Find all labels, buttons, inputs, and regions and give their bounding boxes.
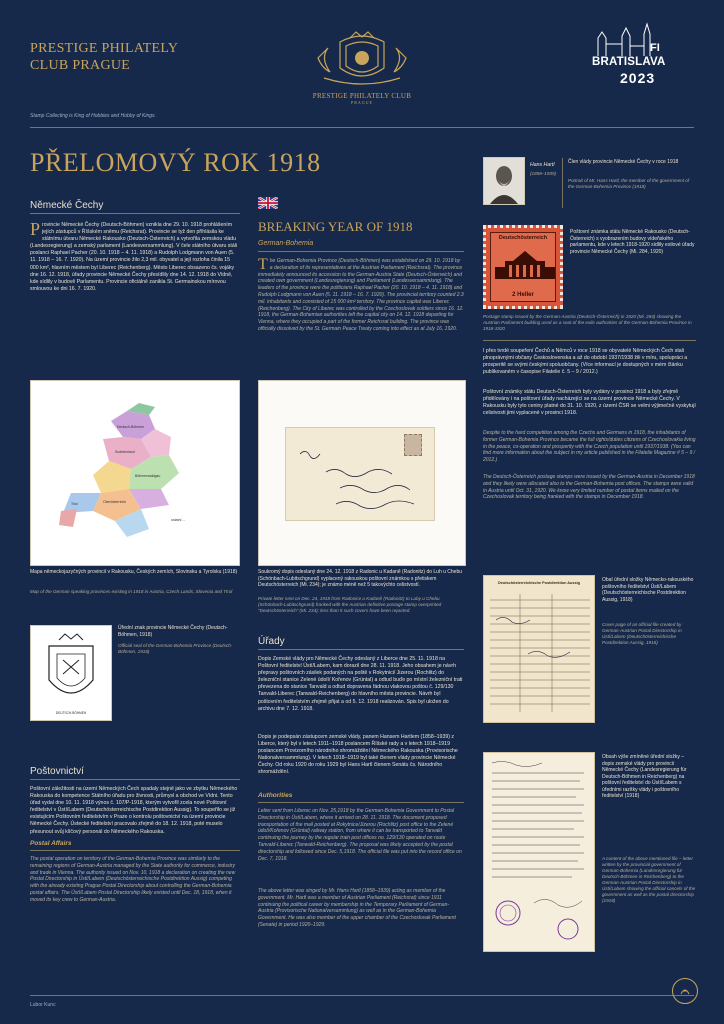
dropcap-en: T xyxy=(258,256,268,273)
english-title: BREAKING YEAR OF 1918 xyxy=(258,219,413,234)
seal-caption: Úřední znak provincie Německé Čechy (Deutsch-Böhmen, 1918) xyxy=(118,625,228,638)
file-cover-caption-en: Cover page of an official file created by German-Austrian Postal Directorship in Ústí/Labem (Deutschösterreichische Postdirektion Aussig, 1918) xyxy=(602,622,682,645)
stamp-frame xyxy=(490,232,556,302)
section-heading-offices: Úřady xyxy=(258,636,285,647)
letter-caption-en: Private letter sent on Dec. 24, 1918 from Radonice u Kadaně (Radonitz) to Luby u Chebu (Schönbach-Lubitschgrund) franked with the Austrian definitive postage stamp overprinted "Deutschösterreich" (Mi. 234); less than 5 such covers have been reported. xyxy=(258,596,442,613)
expo-fi: FI xyxy=(650,42,660,54)
intro-en-paragraph xyxy=(258,258,464,333)
austria-map-icon xyxy=(31,381,239,565)
postal-heading-en: Postal Affairs xyxy=(30,840,72,847)
file-cover-header: Deutschösterreichische Postdirektion Aussig xyxy=(498,581,580,585)
left-divider xyxy=(30,213,240,214)
stamp-image xyxy=(483,225,563,309)
svg-text:Böhmerwaldgau: Böhmerwaldgau xyxy=(135,474,161,478)
offices-text-1: Dopis Zemské vlády pro Německé Čechy odeslaný z Liberce dne 25. 11. 1918 na Poštovní ředitelství Ústí/Labem, kam dorazil dne 28. 11. 1918. Jeho obsahem je návrh přepravy poštovních zásilek podaných na poště v Rokytnici/ Jizerou (Rochlitz) do železniční stanice Zelené údolí/ Kořenov (Grüntal) a odtud buďe po místní železniční trati převezena do stanice Tanvald a odtud dopravena řádnou vlakovou poštou č. 129/130 Tanvald-Liberec (Tanwald-Reichenberg) do hlavního města provincie. Návrh byl poštovním ředitelstvím zřejmě přijat a od 5. 12. 1918 realizován. Spis byl uložen do archivu dne 7. 12. 1918. xyxy=(258,656,463,712)
bratislava-castle-icon xyxy=(592,22,696,58)
parliament-building-icon xyxy=(495,247,555,283)
svg-text:Tirol: Tirol xyxy=(71,502,78,506)
author: Lubor Kunc xyxy=(30,1002,56,1008)
portrait-caption-en: Portrait of Mr. Hans Hartl, the member of the government of the German-Bohemia Province (1918) xyxy=(568,178,690,189)
right-body-1-en: Despite to the hard competition among the Czechs and Germans in 1918, the inhabitants of former German-Bohemia Province became the full rights/duties citizens of Czechoslovakia living in the peace, co-operation and prosperity with the Czech population until 1937/1938. (You can find more information about the subject in my article published in the Filatelie Magazine # 5 – 9 / 2012.) xyxy=(483,430,696,464)
postal-text-en: The postal operation on territory of the German-Bohemia Province was similarly to the remaining regions of German-Austria managed by the State authority for commerce, industry and trade in Vienna. The authority issued on Nov. 10, 1918 a declaration on creating the new Postal Directorship in Ústí/Labem (Deutschösterreichische Postdirektion Aussig) competing with the already existing Prague Postal Directorship about controlling the German-Bohemia postal affairs. The Ústí/Labem Postal Directorship likely existed until Dec. 18, 1918, when it moved its key crew to German-Austria. xyxy=(30,856,236,903)
stamp-caption: Poštovní známka státu Německé Rakousko (Deutsch-Österreich) s vyobrazením budovy vídeňského parlamentu, kde v letech 1918-1920 sídlily exilové úřady provincie Německé Čechy (Mi. 284, 1920) xyxy=(570,229,695,255)
english-subtitle: German-Bohemia xyxy=(258,240,314,247)
postal-divider xyxy=(30,779,240,780)
header-divider xyxy=(30,127,694,128)
club-name-line1: PRESTIGE PHILATELY xyxy=(30,41,179,56)
club-crest xyxy=(300,28,424,105)
svg-text:ostatní ...: ostatní ... xyxy=(171,518,186,522)
svg-text:Deutsch-Böhmen: Deutsch-Böhmen xyxy=(117,425,145,429)
letter-caption: Soukromý dopis odeslaný dne 24. 12. 1918 z Radonic u Kadaně (Radonitz) do Luh u Chebu (Schönbach-Lubitschgrund) vyplacený rakouskou poštovní známkou s přetiskem Deutschösterreich (Mi. 234); je známo méně než 5 takovýchto celistvostí. xyxy=(258,569,463,588)
postal-text: Poštovní záležitosti na území Německých Čech spadaly stejně jako ve zbytku Německého Rakouska do kompetence Státního úřadu pro živnosti, průmysl a obchod ve Vídni. Tento úřad vydal dne 10. 11. 1918 výnos č. 107/P-1918, kterým vytvořil zcela nové Poštovní ředitelství v Ústí/Labem (Deutschösterreichische Postdirektion Aussig). To soupeřilo se již existujícím Poštovním ředitelstvím v Praze o kontrolu poštovnictví na území provincie Německé Čechy. Ústecké ředitelství pracovalo zřejmě do 18. 12. 1918, poté muselo přesunout svůj klíčový personál do Německého Rakouska. xyxy=(30,786,238,835)
government-letter-image xyxy=(483,752,595,952)
crest-icon xyxy=(300,28,424,92)
postal-en-divider xyxy=(30,850,240,851)
middle-divider xyxy=(258,251,464,252)
right-body-2-en: The Deutsch-Österreich postage stamps were issued by the German-Austria in December 1918 and they likely were allocated also to the German-Bohemia post offices. The stamps were valid in Austria until Oct. 31, 1920. We know very limited number of postal items mailed on the Czechoslovak territory being franked with the stamps in December 1918. xyxy=(483,474,695,501)
portrait-name: Hans Hartl xyxy=(530,162,555,168)
right-divider xyxy=(483,340,696,341)
government-letter-caption: Obsah výše zmíněné úřední složky – dopis zemské vlády pro provincii Německé Čechy (Landesregierung für Deutsch-Böhmen in Reichenberg) na poštovní ředitelství do Ústí/Labem s úředními razítky vlády i poštovního ředitelství (1918) xyxy=(602,754,687,799)
tagline: Stamp Collecting is King of Hobbies and Hobby of Kings. xyxy=(30,113,156,119)
portrait-icon xyxy=(484,158,524,204)
section-heading-postal: Poštovnictví xyxy=(30,766,84,777)
government-letter-caption-en: A content of the above mentioned file – letter written by the provincial government of German-Bohemia (Landesregierung für Deutsch-Böhmen in Reichenberg) to the German-Austrian Postal Directorship in Ústí/Labem showing the official cancels of the government as well as the postal directorship (1918) xyxy=(602,856,696,903)
expo-logo xyxy=(592,22,696,92)
section-heading-german-bohemia: Německé Čechy xyxy=(30,200,104,211)
file-cover-lines-icon xyxy=(490,594,590,718)
letter-image xyxy=(258,380,466,566)
handwriting-icon xyxy=(296,446,426,516)
map-caption: Mapa německojazyčných provincií v Rakousku, Českých zemích, Slovinsku a Tyrolsku (1918) xyxy=(30,569,238,575)
portrait-caption: Člen vlády provincie Německé Čechy v roce 1918 xyxy=(568,159,679,165)
stamp-value: 2 Heller xyxy=(512,292,534,298)
portrait-image xyxy=(483,157,525,205)
map-caption-en: Map of the German speaking provinces existing in 1918 in Austria, Czech Lands, Slovenia and Tirol xyxy=(30,589,233,594)
club-seal-icon xyxy=(672,978,698,1004)
svg-text:Sudetenland: Sudetenland xyxy=(115,450,135,454)
handwritten-letter-icon xyxy=(484,753,594,951)
expo-year: 2023 xyxy=(620,70,656,86)
dropcap: P xyxy=(30,219,41,239)
intro-en-text: he German-Bohemia Province (Deutsch-Böhmen) was established on 29. 10. 1918 by a declaration of its representatives at the Austrian Parliament (Reichsrat). The province immediately announced its accession to the German-Austria State (Deutsch-Österreich) and created own government (Landesregierung) and Parliament (Landesversammlung). The leaders of the province were the politicians Raphael Pacher (20. 10. 1918 – 4. 11. 1918) and Rudolph Lodgmann von Auen (5. 11. 1918 – 16. 7. 1920). The provincial territory counted 2.3 mil. inhabitants and consisted of 15 000 km² territory. The province capital was Liberec (Reichenberg). The City of Liberec was controlled by the Czechoslovak soldiers since 16. 12. 1918, the German-Bohemian authorities left the capital city on 14. 12. 1918 departing for Vienna, where they occupied a part of the former Reichsrat building. The province was officially dissolved by the St. Germain Peace Treaty coming into effect as at July 16, 1920. xyxy=(258,258,464,332)
svg-text:Oberösterreich: Oberösterreich xyxy=(103,500,127,504)
crest-title: PRESTIGE PHILATELY CLUB xyxy=(312,92,412,100)
crest-subtitle: PRAGUE xyxy=(350,100,373,105)
portrait-separator xyxy=(562,158,563,208)
map-image xyxy=(30,380,240,566)
offices-divider xyxy=(258,649,464,650)
authorities-heading: Authorities xyxy=(258,792,293,799)
envelope xyxy=(285,427,435,521)
uk-flag-icon xyxy=(258,197,278,209)
footer-divider xyxy=(30,995,694,996)
stamp-country: Deutschösterreich xyxy=(498,235,548,241)
official-file-cover-image xyxy=(483,575,595,723)
club-name xyxy=(30,40,178,74)
authorities-text-2: The above letter was singed by Mr. Hans Hartl (1858–1939) acting as member of the government. Mr. Hartl was a member of Austrian Parliament (Reichsrat) since 1911 continuing the political career by membership in the Temporary Parliament of German-Austria (Provisorische Nationalversammlung) as well as in the German-Bohemia Government. He was also member of the upper chamber of the Czechoslovak Parliament (Senate) in period 1920–1929. xyxy=(258,888,456,928)
club-name-line2: CLUB PRAGUE xyxy=(30,58,131,73)
seal-image xyxy=(30,625,112,721)
right-body-2: Poštovní známky státu Deutsch-Österreich byly vydány v prosinci 1918 a byly zřejmě přidělovány i na poštovní úřady nacházející se na území provincie Německé Čechy. V Rakousku byly tyto ceniny platné do 31. 10. 1920, z území ČSR se velmi výjimečně vyskytují celistvosti jimi vyplacené v prosinci 1918. xyxy=(483,389,696,417)
authorities-text-1: Letter sent from Liberec on Nov. 25,1918 by the German-Bohemia Government to Postal Directorship in Ústí/Labem, where it arrived on 28. 11. 1918. The document proposed transportation of the mail posted at Rokytnice/Jizerou (Rochlitz) post office to the Zelené údolí/Kořenov (Grüntal) railway station, from where it can be transported to Tanvald continuing the journey by the regular train post offices no. 129/130 operated on route Tanvald-Liberec (Tanwald-Reichenberg). The proposal was likely accepted by the postal directorship and followed since Dec. 5,1918. The official file was put into the record office on Dec. 7, 1918. xyxy=(258,808,462,862)
seal-caption-en: Official seal of the German-Bohemia Province (Deutsch-Böhmen, 1918) xyxy=(118,643,233,654)
offices-text-2: Dopis je podepsán zástupcem zemské vlády, panem Hansem Hartlem (1858–1939) z Liberce, který byl v letech 1911–1918 poslancem Říšské rady a v letech 1918–1919 poslancem Provizorního národního shromáždění Německého Rakouska (Provisorische Nationalversammlung). V letech 1918–1919 byl také členem vlády provincie Německé Čechy. Od roku 1920 do roku 1929 byl Hans Hartl členem Senátu čs. Národního shromáždění. xyxy=(258,734,458,776)
seal-text: DEUTSCH-BÖHMEN xyxy=(55,711,87,715)
intro-text: rovincie Německé Čechy (Deutsch-Böhmen) vznikla dne 29. 10. 1918 prohlášením jejích zástupců v Říšském sněmu (Reichsrat). Provincie se tyž den přihlásila ke státnímu útvaru Německé Rakousko (Deutsch-Österreich) a vytvořila zemskou vládu (Landesregierung) a zemský parlament (Landesversammlung). V čele státního útvaru stáli poslanci Raphael Pacher (20. 10. 1918 – 4. 11. 1918) a Rudolph Lodgmann von Auen (5. 11. 1918 – 16. 7. 1920). Na území provincie žilo 2,3 mil. obyvatel a její rozloha činila 15 000 km², hlavním městem byl Liberec (Reichenberg). Město Liberec obsazeno čs. vojáky dne 16. 12. 1918, úřady provincie Německé Čechy přesídlily dne 14. 12. 1918 do Vídně, kde sídlily v budově Parlamentu. Provincie oficiálně zanikla St. Germainskou mírovou smlouvou ke dni 16. 7. 1920. xyxy=(30,222,238,292)
stamp-caption-en: Postage stamp issued by the German-Austria (Deutsch-Österreich) in 1920 (Mi. 284) showing the Austrian Parliament building used as a seat of the exile authorities of the German-Bohemia Province in 1918-1920 xyxy=(483,314,692,331)
right-body-1: I přes tvrdé soupeření Čechů a Němců v roce 1918 se obyvatelé Německých Čech stali plnoprávnými občany Československa a až do období 1937/1938 žili v míru, spolupráci a prosperitě se svými českými spoluobčany. (Více informací je dostupných v mém článku publikovaném v časopise Filatelie č. 5 – 9 / 2012.) xyxy=(483,348,688,376)
page-title: PŘELOMOVÝ ROK 1918 xyxy=(30,148,321,177)
coat-of-arms-icon xyxy=(35,632,107,714)
file-cover-caption: Obal úřední složky Německo-rakouského poštovního ředitelství Ústí/Labem (Deutschösterreichische Postdirektion Aussig, 1918) xyxy=(602,577,694,603)
authorities-divider xyxy=(258,802,464,803)
intro-paragraph xyxy=(30,219,240,293)
portrait-years: (1858–1939) xyxy=(530,171,557,176)
expo-city: BRATISLAVA xyxy=(592,56,666,68)
